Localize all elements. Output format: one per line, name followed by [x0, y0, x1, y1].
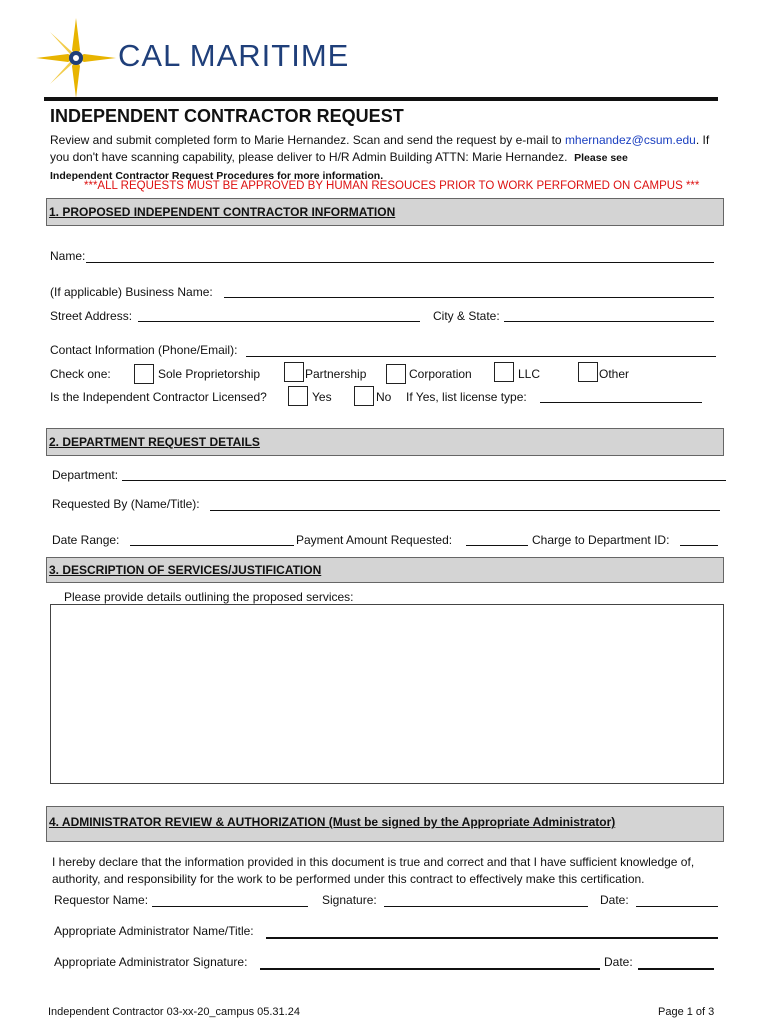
partnership-label: Partnership: [305, 367, 367, 381]
corporation-checkbox[interactable]: [386, 364, 406, 384]
admin-date-label: Date:: [604, 955, 633, 969]
street-address-field[interactable]: [138, 321, 420, 322]
intro-line2-bold: Please see: [574, 152, 628, 164]
section-2-header: [46, 428, 724, 456]
street-address-label: Street Address:: [50, 309, 133, 323]
business-name-label: (If applicable) Business Name:: [50, 285, 213, 299]
approval-warning: ***ALL REQUESTS MUST BE APPROVED BY HUMAN RESOUCES PRIOR TO WORK PERFORMED ON CAMPUS ***: [84, 180, 700, 192]
org-name: CAL MARITIME: [118, 38, 350, 73]
partnership-checkbox[interactable]: [284, 362, 304, 382]
requestor-date-label: Date:: [600, 893, 629, 907]
payment-amount-label: Payment Amount Requested:: [296, 533, 453, 547]
section-1-header: [46, 198, 724, 226]
license-type-label: If Yes, list license type:: [406, 390, 527, 404]
section-3-title: 3. DESCRIPTION OF SERVICES/JUSTIFICATION: [49, 563, 322, 577]
llc-checkbox[interactable]: [494, 362, 514, 382]
date-range-label: Date Range:: [52, 533, 120, 547]
sole-proprietorship-label: Sole Proprietorship: [158, 367, 261, 381]
admin-name-label: Appropriate Administrator Name/Title:: [54, 924, 254, 938]
licensed-no-label: No: [376, 390, 392, 404]
hr-email-link[interactable]: mhernandez@csum.edu: [564, 133, 696, 147]
city-state-field[interactable]: [504, 321, 714, 322]
services-prompt: Please provide details outlining the proposed services:: [64, 590, 354, 604]
intro-line2: you don't have scanning capability, please deliver to H/R Admin Building ATTN: Marie Hernandez.: [50, 150, 568, 164]
section-2-title: 2. DEPARTMENT REQUEST DETAILS: [49, 435, 260, 449]
signature-field[interactable]: [384, 906, 588, 907]
intro-line1-end: . If: [695, 133, 710, 147]
compass-star-icon: [36, 18, 126, 98]
charge-department-label: Charge to Department ID:: [532, 533, 670, 547]
signature-label: Signature:: [322, 893, 377, 907]
requestor-name-field[interactable]: [152, 906, 308, 907]
city-state-label: City & State:: [433, 309, 500, 323]
other-label: Other: [599, 367, 630, 381]
admin-date-field[interactable]: [638, 968, 714, 970]
admin-name-field[interactable]: [266, 937, 718, 939]
section-3-header: [46, 557, 724, 583]
payment-amount-field[interactable]: [466, 545, 528, 546]
requestor-name-label: Requestor Name:: [54, 893, 149, 907]
licensed-yes-label: Yes: [312, 390, 332, 404]
licensed-yes-checkbox[interactable]: [288, 386, 308, 406]
corporation-label: Corporation: [409, 367, 472, 381]
name-label: Name:: [50, 249, 86, 263]
contact-info-field[interactable]: [246, 356, 716, 357]
declaration-text: I hereby declare that the information provided in this document is true and correct and that I have sufficient knowledge of, authority, and responsibility for the work to be performed under this contract to effectively make this certification.: [52, 855, 695, 886]
intro-line3-bold: Independent Contractor Request Procedures for more information.: [50, 170, 384, 182]
contact-info-label: Contact Information (Phone/Email):: [50, 343, 238, 357]
date-range-field[interactable]: [130, 545, 294, 546]
form-id-footer: Independent Contractor 03-xx-20_campus 05.31.24: [48, 1006, 300, 1018]
section-4-header: [46, 806, 724, 842]
department-field[interactable]: [122, 480, 726, 481]
name-field[interactable]: [86, 262, 714, 263]
department-label: Department:: [52, 468, 119, 482]
charge-department-field[interactable]: [680, 545, 718, 546]
header-rule: [44, 97, 718, 101]
admin-signature-field[interactable]: [260, 968, 600, 970]
license-type-field[interactable]: [540, 402, 702, 403]
page-number: Page 1 of 3: [658, 1006, 715, 1018]
page-title: INDEPENDENT CONTRACTOR REQUEST: [50, 106, 404, 126]
admin-signature-label: Appropriate Administrator Signature:: [54, 955, 248, 969]
requestor-date-field[interactable]: [636, 906, 718, 907]
other-checkbox[interactable]: [578, 362, 598, 382]
sole-proprietorship-checkbox[interactable]: [134, 364, 154, 384]
llc-label: LLC: [518, 367, 541, 381]
requested-by-field[interactable]: [210, 510, 720, 511]
business-name-field[interactable]: [224, 297, 714, 298]
intro-text: [50, 132, 718, 185]
intro-line1: Review and submit completed form to Marie Hernandez. Scan and send the request by e-mail to: [50, 133, 565, 147]
section-4-title: 4. ADMINISTRATOR REVIEW & AUTHORIZATION (Must be signed by the Appropriate Administrator): [49, 815, 616, 829]
section-1-title: 1. PROPOSED INDEPENDENT CONTRACTOR INFORMATION: [49, 205, 396, 219]
licensed-no-checkbox[interactable]: [354, 386, 374, 406]
requested-by-label: Requested By (Name/Title):: [52, 497, 200, 511]
licensed-question-label: Is the Independent Contractor Licensed?: [50, 390, 267, 404]
check-one-label: Check one:: [50, 367, 111, 381]
services-description-textarea[interactable]: [50, 604, 724, 784]
